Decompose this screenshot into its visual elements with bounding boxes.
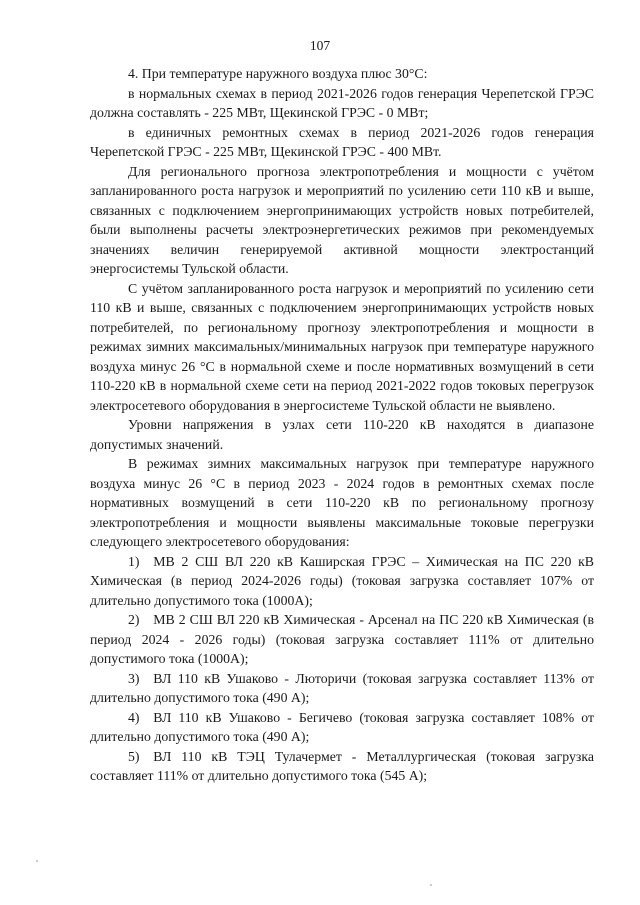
document-body	[90, 64, 594, 786]
page-number: 107	[309, 38, 331, 53]
paragraph-winter-overloads: В режимах зимних максимальных нагрузок при температуре наружного воздуха минус 26 °С в период 2023 - 2024 годов в ремонтных схемах после нормативных возмущений в сети 110-220 кВ по региональному прогнозу электропотребления и мощности выявлены максимальные токовые перегрузки следующего электросетевого оборудования:	[90, 456, 594, 549]
scan-artifact	[430, 884, 432, 886]
paragraph-normal-schemes: в нормальных схемах в период 2021-2026 годов генерация Черепетской ГРЭС должна составлять - 225 МВт, Щекинской ГРЭС - 0 МВт;	[90, 85, 594, 120]
paragraph-no-overloads: С учётом запланированного роста нагрузок и мероприятий по усилению сети 110 кВ и выше, связанных с подключением энергопринимающих устройств новых потребителей, по региональному прогнозу электропотребления и мощности в режимах зимних максимальных/минимальных нагрузок при температуре наружного воздуха минус 26 °С в нормальной схеме и после нормативных возмущений в сети 110-220 кВ в нормальной схеме сети на период 2021-2022 годов токовых перегрузок электросетевого оборудования в энергосистеме Тульской области не выявлено.	[90, 280, 594, 413]
paragraph-voltage-levels: Уровни напряжения в узлах сети 110-220 кВ находятся в диапазоне допустимых значений.	[90, 417, 594, 452]
paragraph-section-4-heading: 4. При температуре наружного воздуха плюс 30°С:	[128, 66, 428, 81]
list-item-overload-4: 4) ВЛ 110 кВ Ушаково - Бегичево (токовая загрузка составляет 108% от длительно допустимого тока (490 А);	[90, 709, 594, 744]
list-item-overload-5: 5) ВЛ 110 кВ ТЭЦ Тулачермет - Металлургическая (токовая загрузка составляет 111% от длительно допустимого тока (545 А);	[90, 748, 594, 783]
scan-artifact	[36, 860, 38, 862]
paragraph-repair-schemes: в единичных ремонтных схемах в период 2021-2026 годов генерация Черепетской ГРЭС - 225 МВт, Щекинской ГРЭС - 400 МВт.	[90, 124, 594, 159]
paragraph-regional-forecast: Для регионального прогноза электропотребления и мощности с учётом запланированного роста нагрузок и мероприятий по усилению сети 110 кВ и выше, связанных с подключением энергопринимающих устройств новых потребителей, были выполнены расчеты электроэнергетических режимов при рекомендуемых значениях величин генерируемой активной мощности электростанций энергосистемы Тульской области.	[90, 163, 594, 276]
list-item-overload-2: 2) МВ 2 СШ ВЛ 220 кВ Химическая - Арсенал на ПС 220 кВ Химическая (в период 2024 - 2026 годы) (токовая загрузка составляет 111% от длительно допустимого тока (1000А);	[90, 612, 594, 666]
list-item-overload-3: 3) ВЛ 110 кВ Ушаково - Люторичи (токовая загрузка составляет 113% от длительно допустимого тока (490 А);	[90, 670, 594, 705]
list-item-overload-1: 1) МВ 2 СШ ВЛ 220 кВ Каширская ГРЭС – Химическая на ПС 220 кВ Химическая (в период 2024-2026 годы) (токовая загрузка составляет 107% от длительно допустимого тока (1000А);	[90, 553, 594, 608]
